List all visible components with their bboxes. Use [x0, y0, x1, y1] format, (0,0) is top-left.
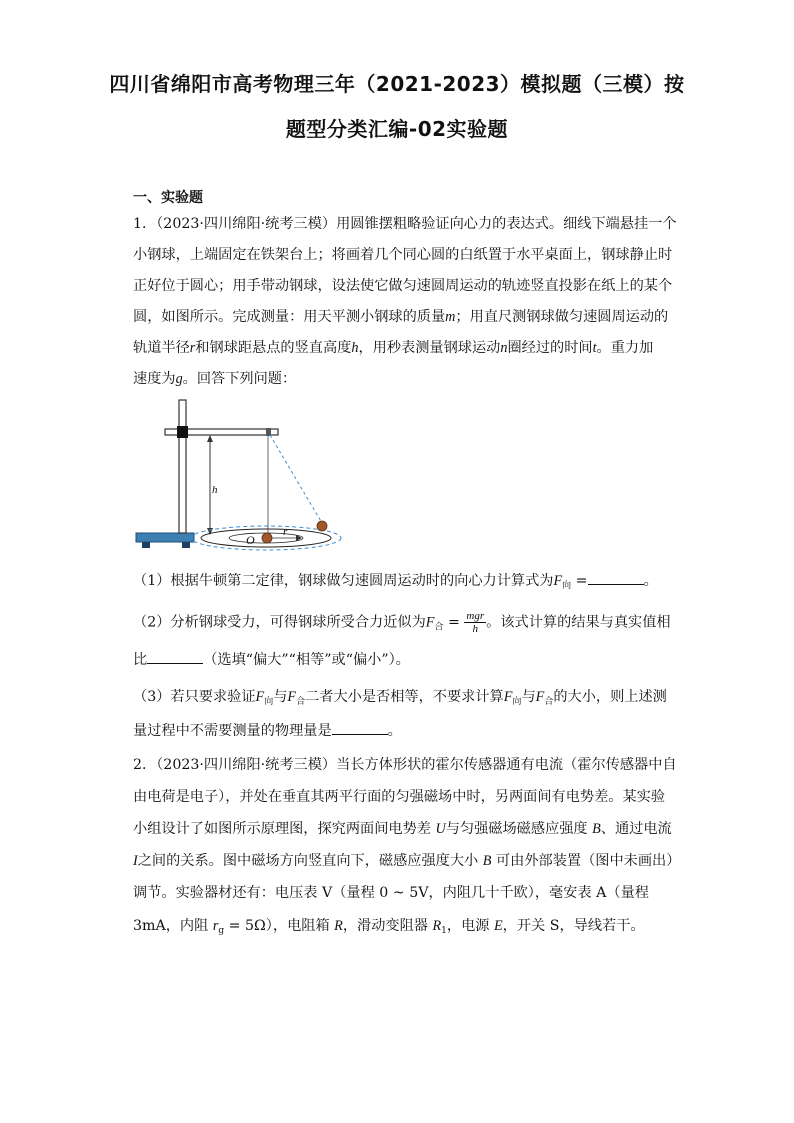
- stand-clamp: [177, 426, 188, 438]
- q1-sub2-c: 比: [133, 652, 148, 668]
- ball-at-rest: [262, 533, 272, 543]
- q1-line-5-a: 轨道半径: [133, 340, 190, 356]
- force-symbol: F: [553, 573, 563, 589]
- q1-sub3-f: 量过程中不需要测量的物理量是: [133, 723, 332, 739]
- conical-pendulum-figure: [130, 395, 350, 560]
- q1-line-5-d: 圈经过的时间: [507, 340, 593, 356]
- q2-line-6-b: = 5Ω），电阻箱: [224, 918, 330, 934]
- var-U: U: [435, 821, 446, 837]
- fraction-denominator: h: [472, 623, 478, 635]
- q1-sub1: [133, 570, 658, 591]
- q2-line-3-b: 与匀强磁场磁感应强度: [445, 821, 588, 837]
- stand-foot-left: [142, 542, 150, 548]
- var-E: E: [494, 918, 503, 934]
- q1-line-5-c: ，用秒表测量钢球运动: [358, 340, 501, 356]
- swing-thread: [270, 435, 322, 523]
- suspension-point: [266, 428, 271, 436]
- q2-line-3: [133, 818, 672, 838]
- q1-sub3-e: 的大小，则上述测: [553, 689, 667, 705]
- var-r: r: [212, 918, 219, 934]
- label-r: r: [283, 526, 288, 538]
- height-arrow-head-top: [207, 435, 213, 442]
- q1-sub2-a: （2）分析钢球受力，可得钢球所受合力近似为: [133, 614, 426, 631]
- var-I: I: [133, 853, 138, 869]
- var-R1-subscript: 1: [441, 926, 447, 936]
- stand-base: [136, 533, 194, 542]
- title-line-2: 题型分类汇编-02实验题: [285, 117, 509, 141]
- force-symbol: F: [287, 689, 297, 705]
- q2-line-2: 由电荷是电子），并处在垂直其两平行面的匀强磁场中时，另两面间有电势差。某实验: [133, 789, 666, 805]
- q1-sub2-cont: [133, 649, 410, 669]
- q1-line-6-a: 速度为: [133, 371, 176, 387]
- q1-line-4-tail: ；用直尺测钢球做匀速圆周运动的: [455, 309, 669, 325]
- answer-blank-3[interactable]: [332, 722, 388, 735]
- stand-pole: [179, 400, 186, 533]
- q2-line-6-a: 3mA，内阻: [133, 918, 209, 934]
- q2-line-3-c: 、通过电流: [600, 821, 672, 837]
- q1-line-3: 正好位于圆心；用手带动钢球，设法使它做匀速圆周运动的轨迹竖直投影在纸上的某个: [133, 278, 673, 294]
- var-B: B: [592, 821, 601, 837]
- force-subscript: 合: [296, 697, 306, 707]
- force-symbol: F: [535, 689, 545, 705]
- var-m: m: [445, 309, 456, 325]
- answer-blank-1[interactable]: [588, 572, 644, 585]
- q1-sub1-eq: =: [571, 573, 588, 589]
- q1-sub3-cont: [133, 720, 402, 740]
- force-subscript: 向: [512, 697, 522, 707]
- fraction-mgr-h: [464, 610, 486, 635]
- q1-line-6-b: 。回答下列问题：: [182, 371, 297, 387]
- q1-line-4: [133, 306, 668, 326]
- q2-line-3-a: 小组设计了如图所示原理图，探究两面间电势差: [133, 821, 431, 837]
- var-B: B: [482, 853, 492, 869]
- q1-line-5: [133, 337, 653, 357]
- q1-sub2: （2）分析钢球受力，可得钢球所受合力近似为$F_合$ = $\frac{\text{mgr}}{h}$ 。该式计算的结果与真实值相: [133, 610, 671, 635]
- force-symbol: F: [255, 689, 265, 705]
- q2-line-4-b: 可由外部装置（图中未画出）: [495, 853, 681, 869]
- q1-sub1-end: 。: [643, 573, 658, 589]
- q2-line-6-d: ，电源: [446, 918, 490, 934]
- q1-line-5-e: 。重力加: [596, 340, 654, 356]
- q1-sub1-a: （1）根据牛顿第二定律，钢球做匀速圆周运动时的向心力计算式为: [133, 573, 554, 589]
- q1-sub2-b: 。该式计算的结果与真实值相: [486, 614, 671, 631]
- q1-sub2-d: （选填“偏大”“相等”或“偏小”）。: [203, 652, 410, 668]
- q1-line-6: [133, 368, 296, 388]
- fraction-numerator: mgr: [466, 610, 485, 622]
- q1-sub3-d: 与: [521, 689, 536, 705]
- stand-foot-right: [182, 542, 190, 548]
- ball-moving: [317, 521, 327, 531]
- q1-sub3-c: 二者大小是否相等，不要求计算: [305, 689, 504, 705]
- q1-line-5-b: 和钢球距悬点的竖直高度: [195, 340, 352, 356]
- section-heading: 一、实验题: [133, 190, 203, 206]
- q1-sub3-b: 与: [273, 689, 288, 705]
- q2-line-6-e: ，开关 S，导线若干。: [502, 918, 645, 934]
- q2-line-1: 2．（2023·四川绵阳·统考三模）当长方体形状的霍尔传感器通有电流（霍尔传感器中自: [133, 757, 677, 773]
- force-subscript: 向: [562, 581, 572, 591]
- q1-line-2: 小钢球，上端固定在铁架台上；将画着几个同心圆的白纸置于水平桌面上，钢球静止时: [133, 247, 673, 263]
- answer-blank-2[interactable]: [147, 651, 203, 664]
- var-R: R: [334, 918, 343, 934]
- var-r: r: [189, 340, 196, 356]
- force-subscript: 向: [264, 697, 274, 707]
- force-symbol: F: [503, 689, 513, 705]
- force-subscript: 合: [544, 697, 554, 707]
- var-t: t: [592, 340, 597, 356]
- title-line-1: 四川省绵阳市高考物理三年（2021-2023）模拟题（三模）按: [109, 72, 685, 96]
- q1-sub3-a: （3）若只要求验证: [133, 689, 256, 705]
- label-O: O: [246, 533, 255, 547]
- force-subscript: 合: [434, 622, 444, 633]
- q2-line-6: [133, 915, 645, 936]
- q2-line-6-c: ，滑动变阻器: [342, 918, 428, 934]
- q2-line-4-a: 之间的关系。图中磁场方向竖直向下，磁感应强度大小: [137, 853, 479, 869]
- label-h: h: [212, 484, 218, 496]
- q2-line-5: 调节。实验器材还有：电压表 V（量程 0 ~ 5V，内阻几十千欧），毫安表 A（量程: [133, 885, 649, 901]
- var-n: n: [500, 340, 508, 356]
- var-g: g: [175, 371, 183, 387]
- force-symbol: F: [425, 614, 435, 631]
- var-r-subscript: g: [218, 926, 225, 936]
- var-R1: R: [432, 918, 442, 934]
- var-h: h: [351, 340, 359, 356]
- q1-sub3: [133, 686, 667, 707]
- q2-line-4: [133, 850, 680, 870]
- q1-line-1: 1．（2023·四川绵阳·统考三模）用圆锥摆粗略验证向心力的表达式。细线下端悬挂一个: [133, 216, 677, 232]
- q1-sub3-g: 。: [387, 723, 402, 739]
- q1-line-4-text: 圆，如图所示。完成测量：用天平测小钢球的质量: [133, 309, 446, 325]
